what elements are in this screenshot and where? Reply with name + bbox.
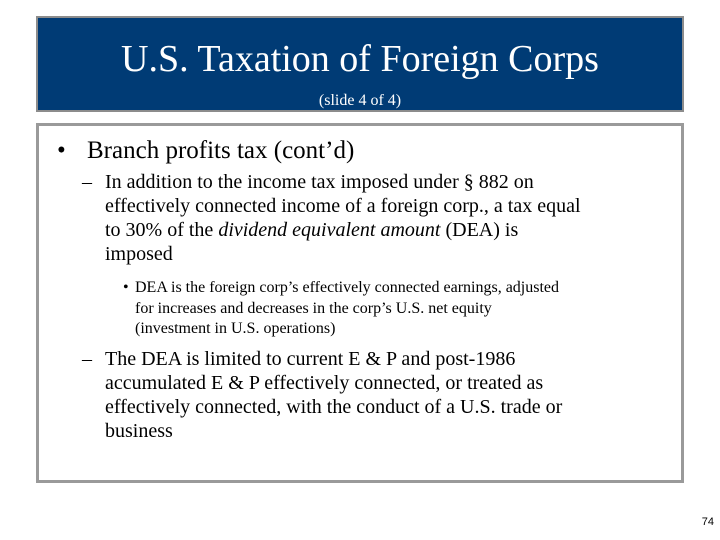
text-line: (investment in U.S. operations) [135, 320, 336, 337]
text-line: effectively connected income of a foreign corp., a tax equal [105, 195, 581, 217]
content-box [36, 123, 684, 483]
sub-item-text [105, 347, 665, 443]
slide-title: U.S. Taxation of Foreign Corps [121, 38, 599, 80]
slide-subtitle: (slide 4 of 4) [318, 92, 402, 109]
text-line: imposed [105, 243, 173, 265]
text-fragment: to 30% of the [105, 219, 219, 241]
bullet-marker: • [57, 137, 66, 164]
text-line: The DEA is limited to current E & P and post-1986 [105, 348, 516, 370]
text-line: business [105, 420, 173, 442]
text-line: DEA is the foreign corp’s effectively connected earnings, adjusted [135, 279, 560, 296]
dash-marker: – [82, 348, 92, 370]
dash-marker: – [82, 171, 92, 193]
text-line [105, 218, 665, 242]
sub-item-text [105, 170, 665, 266]
emphasized-term: dividend equivalent amount [218, 219, 441, 241]
level1-text: Branch profits tax (cont’d) [87, 137, 355, 164]
text-fragment: (DEA) is [440, 219, 519, 241]
text-line: for increases and decreases in the corp’s U.S. net equity [135, 299, 492, 317]
text-line: accumulated E & P effectively connected, or treated as [105, 372, 544, 394]
text-line: effectively connected, with the conduct of a U.S. trade or [105, 396, 563, 418]
title-banner [36, 16, 684, 112]
page-number: 74 [701, 516, 714, 528]
sub-sub-item-text [135, 278, 657, 340]
bullet-marker: • [123, 279, 129, 296]
text-line: In addition to the income tax imposed under § 882 on [105, 171, 534, 193]
